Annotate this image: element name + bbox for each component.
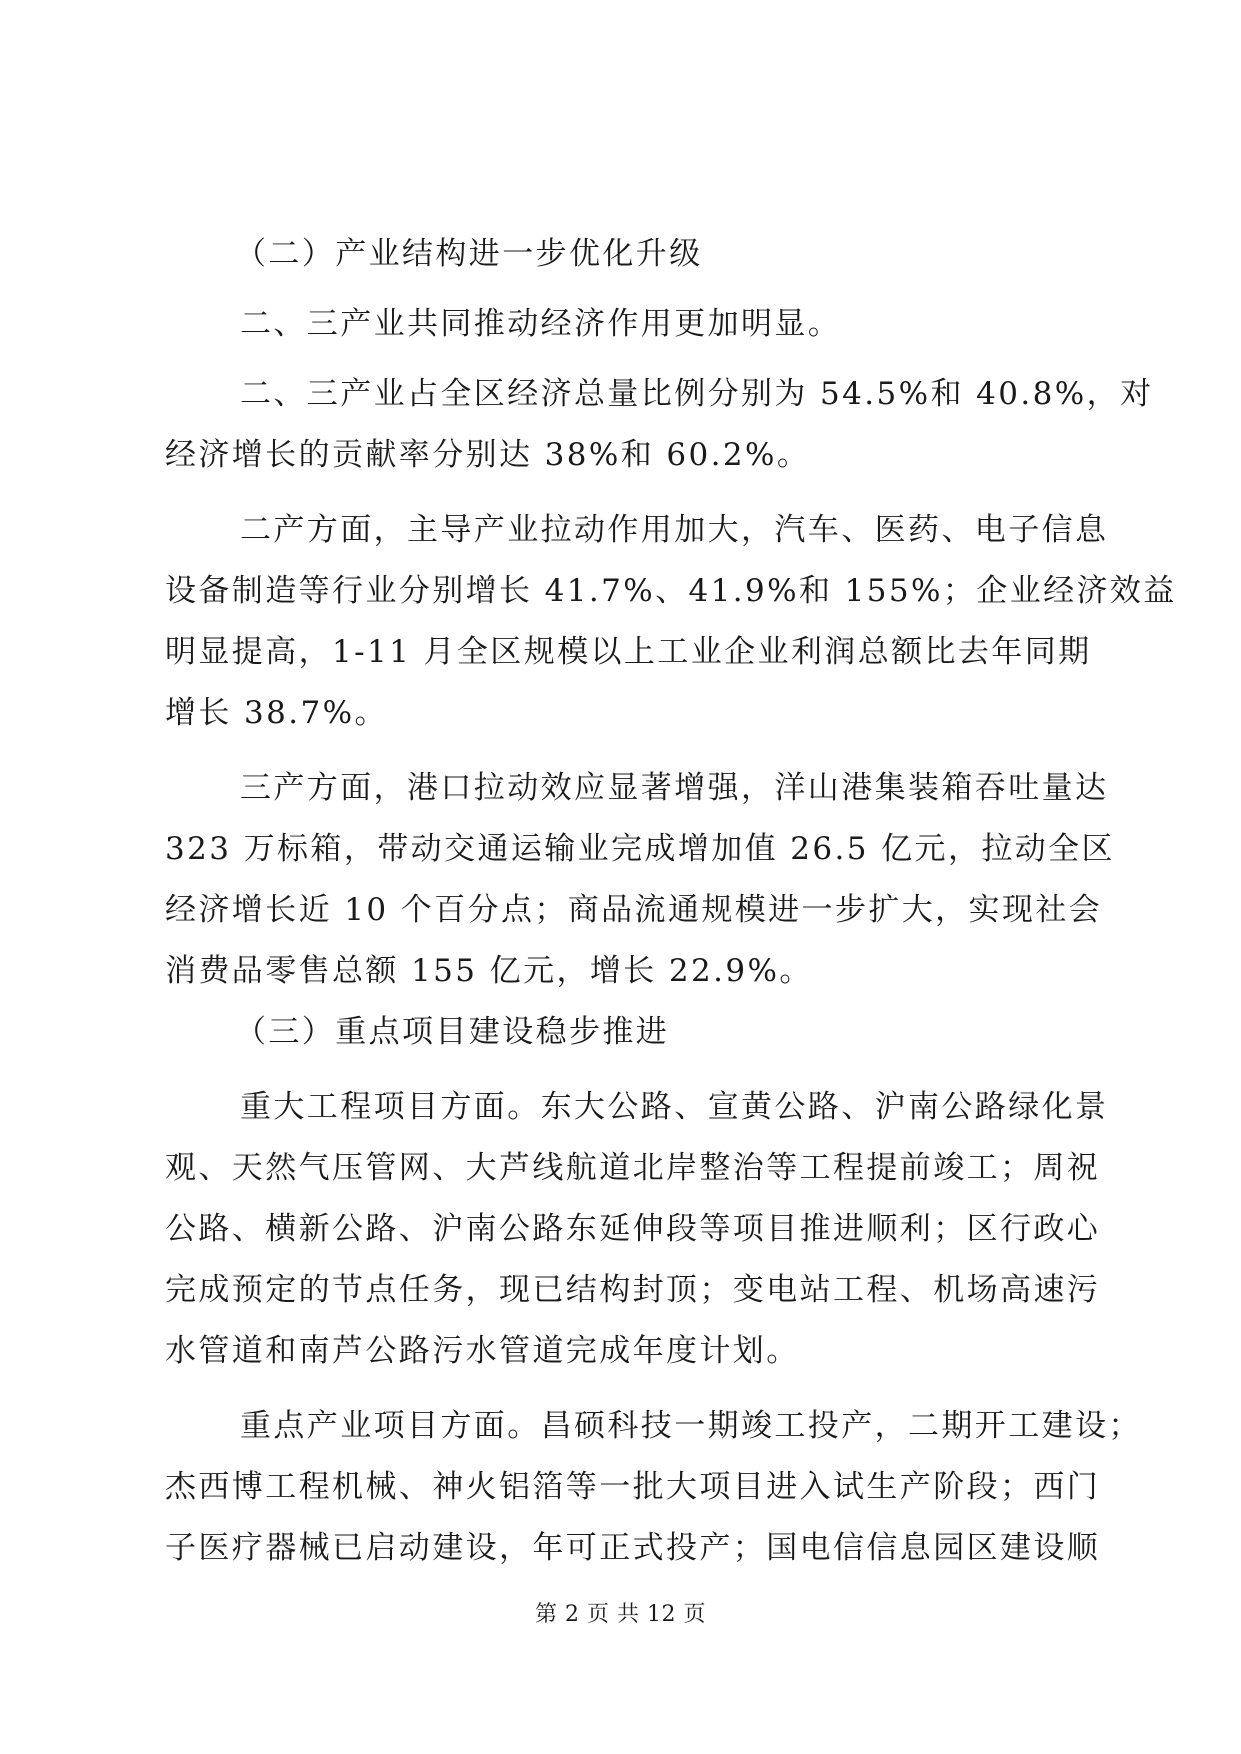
section-heading: （三）重点项目建设稳步推进 xyxy=(235,1014,670,1050)
paragraph-line: 二产方面，主导产业拉动作用加大，汽车、医药、电子信息 xyxy=(240,512,1109,548)
paragraph-line: 三产方面，港口拉动效应显著增强，洋山港集装箱吞吐量达 xyxy=(240,770,1109,806)
paragraph-line: 二、三产业占全区经济总量比例分别为 54.5%和 40.8%，对 xyxy=(240,376,1154,412)
paragraph-line: 明显提高，1-11 月全区规模以上工业企业利润总额比去年同期 xyxy=(165,634,1092,670)
paragraph-line: 消费品零售总额 155 亿元，增长 22.9%。 xyxy=(165,953,813,989)
paragraph-line: 公路、横新公路、沪南公路东延伸段等项目推进顺利；区行政心 xyxy=(165,1211,1101,1247)
paragraph-line: 杰西博工程机械、神火铝箔等一批大项目进入试生产阶段；西门 xyxy=(165,1469,1101,1505)
paragraph-line: 323 万标箱，带动交通运输业完成增加值 26.5 亿元，拉动全区 xyxy=(165,831,1115,867)
paragraph-line: 水管道和南芦公路污水管道完成年度计划。 xyxy=(165,1333,800,1369)
page-number-footer: 第 2 页 共 12 页 xyxy=(535,1602,706,1627)
document-body xyxy=(165,224,1177,1579)
paragraph-line: 二、三产业共同推动经济作用更加明显。 xyxy=(240,306,842,342)
section-heading: （二）产业结构进一步优化升级 xyxy=(235,236,703,272)
paragraph-line: 完成预定的节点任务，现已结构封顶；变电站工程、机场高速污 xyxy=(165,1272,1101,1308)
paragraph-line: 设备制造等行业分别增长 41.7%、41.9%和 155%；企业经济效益 xyxy=(165,573,1177,609)
paragraph-line: 经济增长近 10 个百分点；商品流通规模进一步扩大，实现社会 xyxy=(165,892,1103,928)
paragraph-line: 子医疗器械已启动建设，年可正式投产；国电信信息园区建设顺 xyxy=(165,1530,1101,1566)
paragraph-line: 重点产业项目方面。昌硕科技一期竣工投产，二期开工建设； xyxy=(240,1408,1142,1444)
paragraph-line: 经济增长的贡献率分别达 38%和 60.2%。 xyxy=(165,437,811,473)
paragraph-line: 观、天然气压管网、大芦线航道北岸整治等工程提前竣工；周祝 xyxy=(165,1150,1101,1186)
paragraph-line: 重大工程项目方面。东大公路、宣黄公路、沪南公路绿化景 xyxy=(240,1089,1109,1125)
paragraph-line: 增长 38.7%。 xyxy=(165,695,388,731)
